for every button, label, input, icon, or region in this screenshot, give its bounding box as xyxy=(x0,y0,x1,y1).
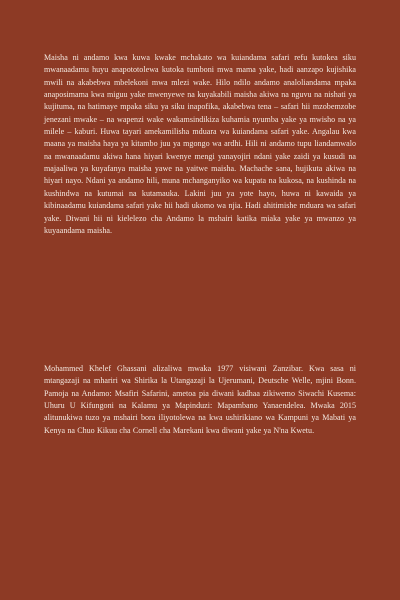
author-biography: Mohammed Khelef Ghassani alizaliwa mwaka 1977 visiwani Zanzibar. Kwa sasa ni mtangazaji na mhariri wa Shirika la Utangazaji la Ujerumani, Deutsche Welle, mjini Bonn. Pamoja na Andamo: Msafiri Safarini, ametoa pia diwani kadhaa zikiwemo Siwachi Kusema: Uhuru U Kifungoni na Kalamu ya Mapinduzi: Mapambano Yanaendelea. Mwaka 2015 alitunukiwa tuzo ya mshairi bora iliyotolewa na kwa ushirikiano wa Kampuni ya Mabati ya Kenya na Chuo Kikuu cha Cornell cha Marekani kwa diwani yake ya N'na Kwetu. xyxy=(44,364,356,435)
book-blurb: Maisha ni andamo kwa kuwa kwake mchakato wa kuiandama safari refu kutokea siku mwanaadamu huyu anapototolewa kutoka tumboni mwa mama yake, hadi aanzapo kujishika mwili na akabebwa mbelekoni mwa mlezi wake. Hilo ndilo andamo analoliandama mpaka anaposimama kwa miguu yake mwenyewe na kuyakabili maisha akiwa na nguvu na nishati ya kujituma, na hatimaye mpaka siku ya siku inapofika, akabebwa tena – safari hii mzobemzobe jenezani mwake – na wapenzi wake wakamsindikiza kuhamia nyumba yake ya mwisho na ya milele – kaburi. Huwa tayari amekamilisha mduara wa kuiandama safari yake. Angalau kwa maana ya maisha haya ya kitambo juu ya mgongo wa ardhi. Hili ni andamo tupu liandamwalo na mwanaadamu akiwa hana hiyari kwenye mengi yanayojiri ndani yake zaidi ya kusudi na majaaliwa ya kuyafanya maisha yawe na yaitwe maisha. Machache sana, hujikuta akiwa na hiyari nayo. Ndani ya andamo hili, muna mchanganyiko wa kupata na kukosa, na kushinda na kushindwa na kutumai na kutamauka. Lakini juu ya yote hayo, huwa ni kawaida ya kibinaadamu kuiandama safari yake hii hadi ukomo wa njia. Hadi ahitimishe mduara wa safari yake. Diwani hii ni kielelezo cha Andamo la mshairi katika miaka yake ya mwanzo ya kuyaandama maisha. xyxy=(44,53,356,235)
